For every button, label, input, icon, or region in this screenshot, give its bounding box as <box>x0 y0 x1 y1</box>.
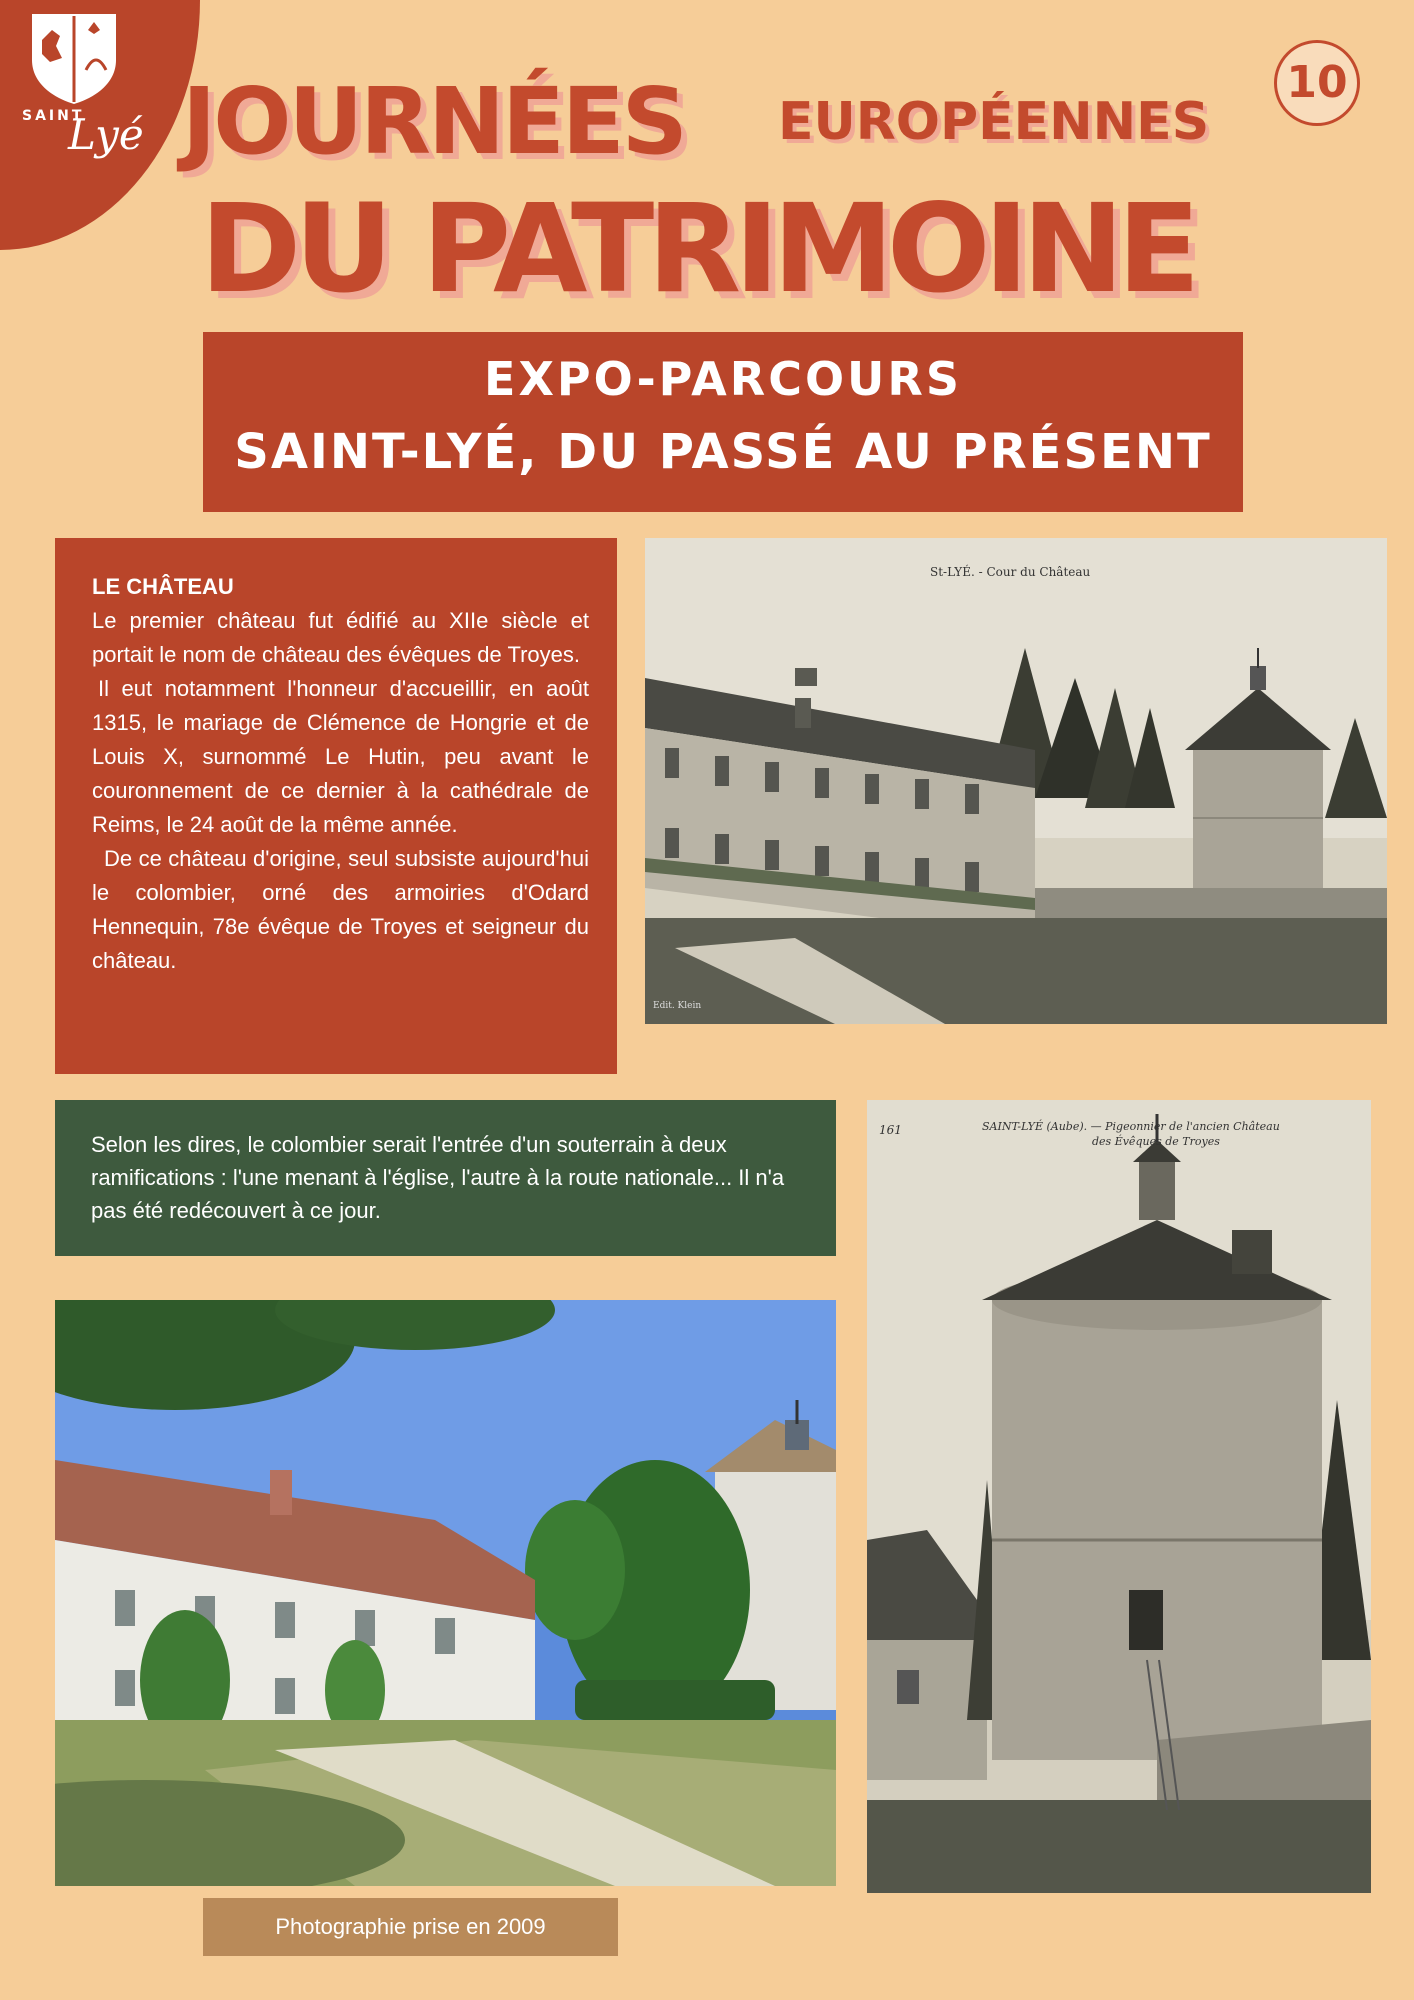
subtitle-banner <box>203 332 1243 512</box>
logo-saint-text: SAINT <box>22 108 85 124</box>
banner-line-1: EXPO-PARCOURS <box>484 352 962 406</box>
logo-corner <box>0 0 200 250</box>
chateau-paragraph-2: Il eut notamment l'honneur d'accueillir, en août 1315, le mariage de Clémence de Hongrie et de Louis X, surnommé Le Hutin, peu avant le couronnement de ce dernier à la cathédrale de Reims, le 24 août de la même année. <box>92 676 589 837</box>
chateau-text-box <box>55 538 617 1074</box>
postcard2-caption-a: SAINT-LYÉ (Aube). — Pigeonnier de l'ancien Château <box>982 1120 1280 1133</box>
photo-chateau-2009 <box>55 1300 836 1886</box>
chateau-heading: LE CHÂTEAU <box>92 574 234 599</box>
legend-text: Selon les dires, le colombier serait l'entrée d'un souterrain à deux ramifications : l'une menant à l'église, l'autre à la route nationale... Il n'a pas été redécouvert à ce jour. <box>91 1132 785 1223</box>
coat-of-arms-icon <box>28 10 120 106</box>
photo-caption: Photographie prise en 2009 <box>203 1898 618 1956</box>
logo-lye-text: Lyé <box>68 110 144 159</box>
postcard-cour-du-chateau <box>645 538 1387 1024</box>
title-du-patrimoine: DU PATRIMOINE <box>200 178 1194 320</box>
postcard2-caption-b: des Évêques de Troyes <box>1092 1135 1220 1148</box>
banner-line-2: SAINT-LYÉ, DU PASSÉ AU PRÉSENT <box>234 424 1212 480</box>
postcard1-caption: St-LYÉ. - Cour du Château <box>930 565 1091 579</box>
postcard2-number: 161 <box>879 1123 902 1137</box>
postcard-pigeonnier <box>867 1100 1371 1893</box>
chateau-paragraph-1: Le premier château fut édifié au XIIe siècle et portait le nom de château des évêques de Troyes. <box>92 608 589 667</box>
legend-text-box <box>55 1100 836 1256</box>
title-journees: JOURNÉES <box>182 68 685 175</box>
postcard1-publisher: Edit. Klein <box>653 1001 702 1011</box>
panel-number-badge: 10 <box>1274 40 1360 126</box>
chateau-paragraph-3: De ce château d'origine, seul subsiste aujourd'hui le colombier, orné des armoiries d'Odard Hennequin, 78e évêque de Troyes et seigneur du château. <box>92 846 589 973</box>
title-europeennes: EUROPÉENNES <box>778 92 1210 152</box>
